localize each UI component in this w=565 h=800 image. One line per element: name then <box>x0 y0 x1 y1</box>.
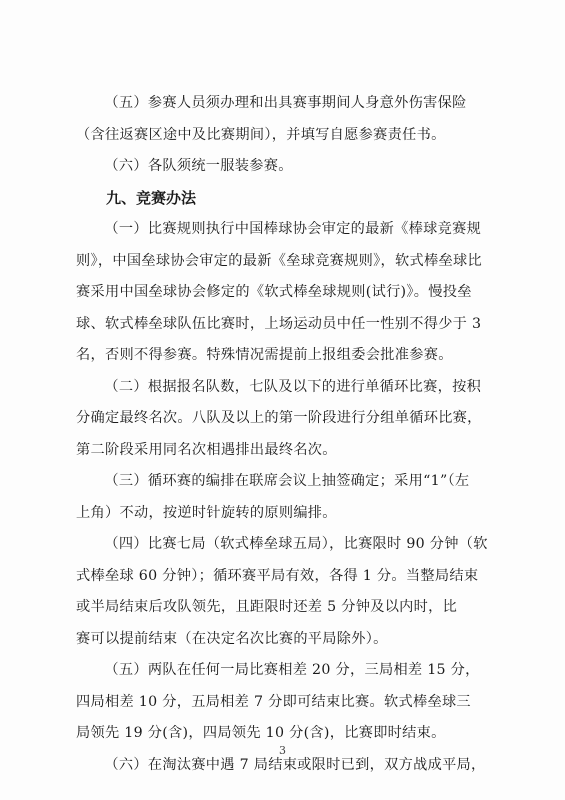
paragraph-mercy-rule <box>76 655 496 750</box>
text-line: 赛采用中国垒球协会修定的《软式棒垒球规则(试行)》。慢投垒 <box>76 284 472 300</box>
paragraph-uniform <box>76 151 496 183</box>
document-body <box>76 88 496 781</box>
text-line: 或半局结束后攻队领先，且距限时还差 5 分钟及以内时，比 <box>76 599 458 615</box>
page-number: 3 <box>279 744 286 757</box>
text-line: （六）各队须统一服装参赛。 <box>104 158 293 174</box>
text-line: 式棒垒球 60 分钟）；循环赛平局有效，各得 1 分。当整局结束 <box>76 567 479 584</box>
section-heading: 九、竞赛办法 <box>106 188 197 207</box>
text-line: （二）根据报名队数，七队及以下的进行单循环比赛，按积 <box>104 378 482 395</box>
paragraph-format <box>76 372 496 467</box>
text-line: （六）在淘汰赛中遇 7 局结束或限时已到，双方战成平局， <box>104 756 486 773</box>
text-line: 分确定最终名次。八队及以上的第一阶段进行分组单循环比赛， <box>76 410 482 426</box>
paragraph-schedule <box>76 466 496 529</box>
text-line: （四）比赛七局（软式棒垒球五局），比赛限时 90 分钟（软 <box>104 536 488 552</box>
paragraph-insurance <box>76 88 496 151</box>
text-line: 上角）不动，按逆时针旋转的原则编排。 <box>76 504 337 521</box>
paragraph-rules <box>76 214 496 372</box>
text-line: （五）参赛人员须办理和出具赛事期间人身意外伤害保险 <box>104 95 467 111</box>
text-line: （三）循环赛的编排在联席会议上抽签确定；采用“1”（左 <box>104 473 470 489</box>
text-line: （五）两队在任何一局比赛相差 20 分，三局相差 15 分， <box>104 662 480 678</box>
text-line: 第二阶段采用同名次相遇排出最终名次。 <box>76 441 337 458</box>
text-line: 则》，中国垒球协会审定的最新《垒球竞赛规则》，软式棒垒球比 <box>76 252 482 269</box>
text-line: 赛可以提前结束（在决定名次比赛的平局除外）。 <box>76 630 388 647</box>
text-line: 名，否则不得参赛。特殊情况需提前上报组委会批准参赛。 <box>76 347 453 363</box>
text-line: 四局相差 10 分，五局相差 7 分即可结束比赛。软式棒垒球三 <box>76 693 471 710</box>
text-line: （含往返赛区途中及比赛期间），并填写自愿参赛责任书。 <box>76 126 446 143</box>
text-line: （一）比赛规则执行中国棒球协会审定的最新《棒球竞赛规 <box>104 221 482 237</box>
text-line: 球、软式棒垒球队伍比赛时，上场运动员中任一性别不得少于 3 <box>76 315 482 332</box>
text-line: 局领先 19 分(含)，四局领先 10 分(含)，比赛即时结束。 <box>76 725 446 741</box>
paragraph-innings <box>76 529 496 655</box>
